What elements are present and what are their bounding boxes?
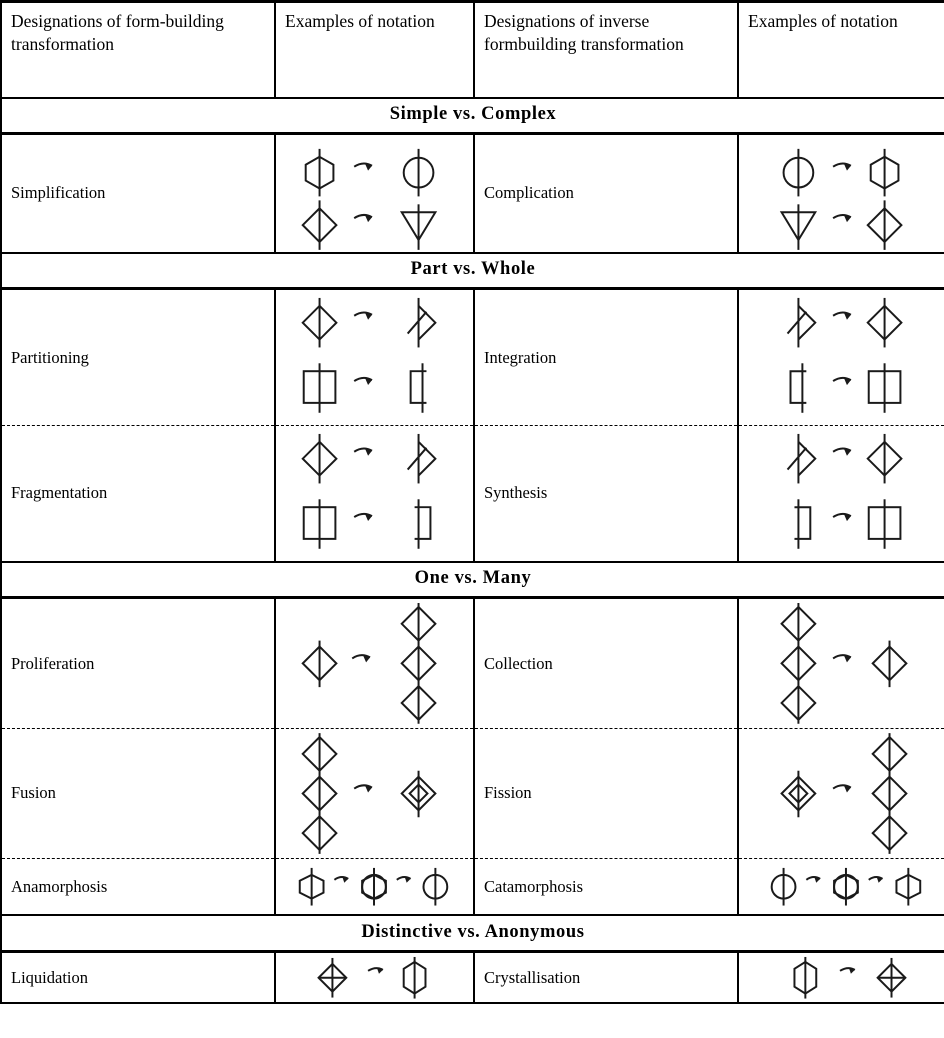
- section-band-label: Distinctive vs. Anonymous: [1, 915, 944, 951]
- notation-cell-collection: [738, 598, 944, 729]
- row-label-crystallisation: Crystallisation: [474, 951, 738, 1003]
- row-label-integration: Integration: [474, 289, 738, 426]
- glyph-group: [739, 135, 944, 252]
- row-label-collection: Collection: [474, 598, 738, 729]
- notation-cell-liquidation: [275, 951, 474, 1003]
- notation-cell-simplification: [275, 134, 474, 253]
- glyph-group: [276, 135, 473, 252]
- notation-cell-integration: [738, 289, 944, 426]
- notation-cell-catamorphosis: [738, 858, 944, 915]
- column-header-designations: Designations of form-building transformation: [1, 2, 275, 98]
- row-label-proliferation: Proliferation: [1, 598, 275, 729]
- glyph-group: [739, 859, 944, 914]
- section-band-label: One vs. Many: [1, 562, 944, 598]
- row-label-simplification: Simplification: [1, 134, 275, 253]
- section-band-label: Simple vs. Complex: [1, 98, 944, 134]
- row-label-fragmentation: Fragmentation: [1, 426, 275, 562]
- table-row-fragmentation: [1, 426, 944, 562]
- column-header-inverse-examples: Examples of notation: [738, 2, 944, 98]
- glyph-group: [739, 426, 944, 561]
- table-row-anamorphosis: [1, 858, 944, 915]
- notation-cell-proliferation: [275, 598, 474, 729]
- notation-cell-fragmentation: [275, 426, 474, 562]
- column-header-examples: Examples of notation: [275, 2, 474, 98]
- notation-cell-complication: [738, 134, 944, 253]
- glyph-group: [276, 290, 473, 425]
- row-label-synthesis: Synthesis: [474, 426, 738, 562]
- section-band-label: Part vs. Whole: [1, 253, 944, 289]
- row-label-liquidation: Liquidation: [1, 951, 275, 1003]
- column-header-inverse-designations: Designations of inverse formbuilding transformation: [474, 2, 738, 98]
- table-row-liquidation: [1, 951, 944, 1003]
- table-row-partitioning: [1, 289, 944, 426]
- section-band-part-vs-whole: [1, 253, 944, 289]
- table-row-fusion: [1, 728, 944, 858]
- notation-cell-fission: [738, 728, 944, 858]
- glyph-group: [739, 290, 944, 425]
- notation-cell-partitioning: [275, 289, 474, 426]
- glyph-group: [739, 729, 944, 858]
- section-band-simple-vs-complex: [1, 98, 944, 134]
- row-label-fission: Fission: [474, 728, 738, 858]
- glyph-group: [739, 599, 944, 728]
- row-label-partitioning: Partitioning: [1, 289, 275, 426]
- notation-cell-synthesis: [738, 426, 944, 562]
- table-row-simplification: [1, 134, 944, 253]
- glyph-group: [276, 426, 473, 561]
- glyph-group: [276, 729, 473, 858]
- glyph-group: [276, 599, 473, 728]
- row-label-catamorphosis: Catamorphosis: [474, 858, 738, 915]
- glyph-group: [276, 953, 473, 1003]
- table-header-row: [1, 2, 944, 98]
- row-label-anamorphosis: Anamorphosis: [1, 858, 275, 915]
- section-band-distinctive-vs-anonymous: [1, 915, 944, 951]
- notation-cell-fusion: [275, 728, 474, 858]
- glyph-group: [739, 953, 944, 1003]
- row-label-fusion: Fusion: [1, 728, 275, 858]
- row-label-complication: Complication: [474, 134, 738, 253]
- notation-cell-anamorphosis: [275, 858, 474, 915]
- section-band-one-vs-many: [1, 562, 944, 598]
- notation-cell-crystallisation: [738, 951, 944, 1003]
- table-row-proliferation: [1, 598, 944, 729]
- glyph-group: [276, 859, 473, 914]
